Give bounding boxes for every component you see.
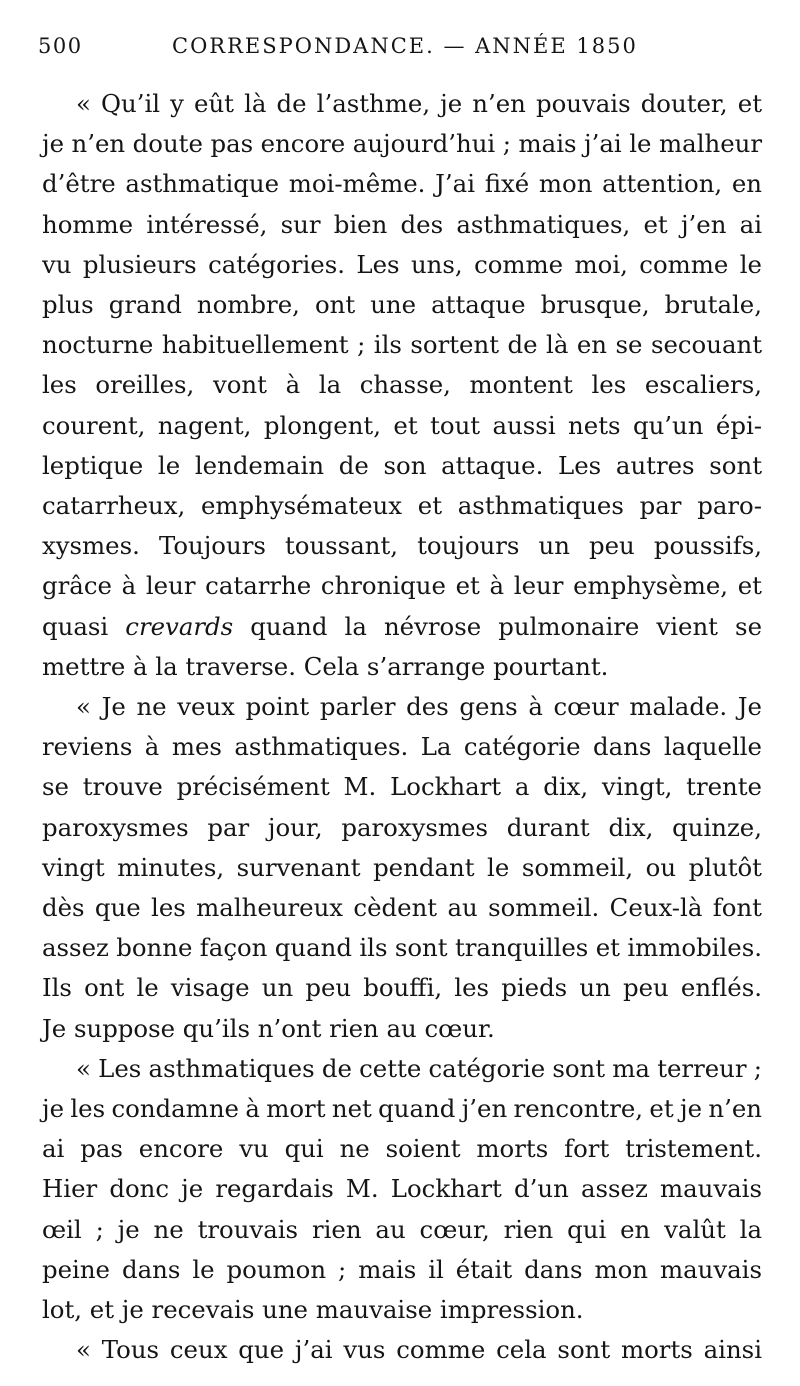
text-line: Hier donc je regardais M. Lockhart d’un assez mauvais [42,1174,762,1204]
text-line: paroxysmes par jour, paroxysmes durant dix, quinze, [42,812,762,842]
text-line: je les condamne à mort net quand j’en rencontre, et je n’en [42,1094,762,1124]
paragraph-1 [42,84,762,687]
text-line: se trouve précisément M. Lockhart a dix, vingt, trente [42,772,762,802]
running-title: CORRESPONDANCE. — ANNÉE 1850 [172,34,638,58]
text-line: d’être asthmatique moi-même. J’ai fixé mon attention, en [42,169,762,199]
text-line: assez bonne façon quand ils sont tranquilles et immobiles. [42,933,762,963]
text-line: reviens à mes asthmatiques. La catégorie dans laquelle [42,732,762,762]
text-line-with-italic [42,607,762,647]
text-line: je n’en doute pas encore aujourd’hui ; mais j’ai le malheur [42,129,762,159]
text-line: « Je ne veux point parler des gens à cœur malade. Je [76,692,762,722]
body-text [42,84,762,1371]
text-line: catarrheux, emphysémateux et asthmatiques par paro- [42,491,762,521]
paragraph-2 [42,687,762,1049]
text-line: « Les asthmatiques de cette catégorie sont ma terreur ; [76,1053,762,1083]
text-line: lot, et je recevais une mauvaise impression. [42,1295,584,1325]
text-line: mettre à la traverse. Cela s’arrange pourtant. [42,651,609,681]
text-line: vu plusieurs catégories. Les uns, comme moi, comme le [42,249,762,279]
text-line: les oreilles, vont à la chasse, montent les escaliers, [42,370,762,400]
text-line: Je suppose qu’ils n’ont rien au cœur. [42,1013,495,1043]
paragraph-4 [42,1330,762,1370]
page-header [38,34,762,64]
text-line: ai pas encore vu qui ne soient morts fort tristement. [42,1134,762,1164]
text-line: Ils ont le visage un peu bouffi, les pieds un peu enflés. [42,973,762,1003]
text-line: plus grand nombre, ont une attaque brusque, brutale, [42,290,762,320]
text-line: courent, nagent, plongent, et tout aussi nets qu’un épi- [42,410,762,440]
text-line: nocturne habituellement ; ils sortent de là en se secouant [42,330,762,360]
text-line: homme intéressé, sur bien des asthmatiques, et j’en ai [42,209,762,239]
text-line: dès que les malheureux cèdent au sommeil. Ceux-là font [42,893,762,923]
text-line: « Qu’il y eût là de l’asthme, je n’en pouvais douter, et [76,89,762,118]
italic-word: crevards [125,611,234,641]
text-line: grâce à leur catarrhe chronique et à leur emphysème, et [42,571,762,601]
text-line: leptique le lendemain de son attaque. Les autres sont [42,450,762,480]
text-line: œil ; je ne trouvais rien au cœur, rien qui en valût la [42,1214,762,1244]
paragraph-3 [42,1049,762,1330]
text-segment: quasi [42,611,126,641]
text-line: « Tous ceux que j’ai vus comme cela sont morts ainsi [76,1335,762,1365]
text-line: xysmes. Toujours toussant, toujours un peu poussifs, [42,531,762,561]
text-line: peine dans le poumon ; mais il était dans mon mauvais [42,1254,762,1284]
text-segment: quand la névrose pulmonaire vient se [233,611,762,641]
text-line: vingt minutes, survenant pendant le sommeil, ou plutôt [42,852,762,882]
page-number: 500 [38,34,83,58]
